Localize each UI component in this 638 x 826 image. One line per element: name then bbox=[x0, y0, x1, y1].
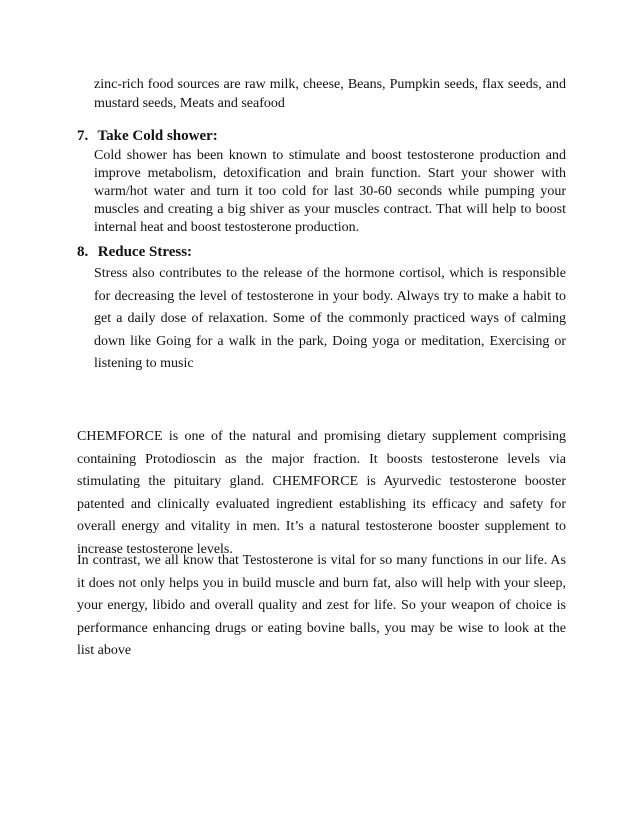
list-item-7-body: Cold shower has been known to stimulate and boost testosterone production and improve metabolism, detoxification and brain function. Start your shower with warm/hot water and turn it too cold for last 30-60 seconds while pumping your muscles and creating a big shiver as your muscles contract. That will help to boost internal heat and boost testosterone production. bbox=[94, 148, 566, 235]
list-item-8-title: Reduce Stress: bbox=[97, 244, 193, 260]
list-item-8-number: 8. bbox=[77, 244, 89, 260]
list-item-8-heading bbox=[77, 243, 192, 262]
intro-continuation-text: zinc-rich food sources are raw milk, cheese, Beans, Pumpkin seeds, flax seeds, and mustard seeds, Meats and seafood bbox=[94, 77, 566, 111]
contrast-paragraph: In contrast, we all know that Testosterone is vital for so many functions in our life. As it does not only helps you in build muscle and burn fat, also will help with your sleep, your energy, libido and overall quality and zest for life. So your weapon of choice is performance enhancing drugs or eating bovine balls, you may be wise to look at the list above bbox=[77, 553, 566, 658]
chemforce-paragraph: CHEMFORCE is one of the natural and promising dietary supplement comprising containing Protodioscin as the major fraction. It boosts testosterone levels via stimulating the pituitary gland. CHEMFORCE is Ayurvedic testosterone booster patented and clinically evaluated ingredient establishing its efficacy and safety for overall energy and vitality in men. It’s a natural testosterone booster supplement to increase testosterone levels. bbox=[77, 429, 566, 557]
list-item-8-body: Stress also contributes to the release of the hormone cortisol, which is responsible for decreasing the level of testosterone in your body. Always try to make a habit to get a daily dose of relaxation. Some of the commonly practiced ways of calming down like Going for a walk in the park, Doing yoga or meditation, Exercising or listening to music bbox=[94, 266, 566, 371]
list-item-7-number: 7. bbox=[77, 128, 89, 144]
list-item-7-title: Take Cold shower: bbox=[97, 128, 218, 144]
list-item-7-heading bbox=[77, 127, 218, 146]
